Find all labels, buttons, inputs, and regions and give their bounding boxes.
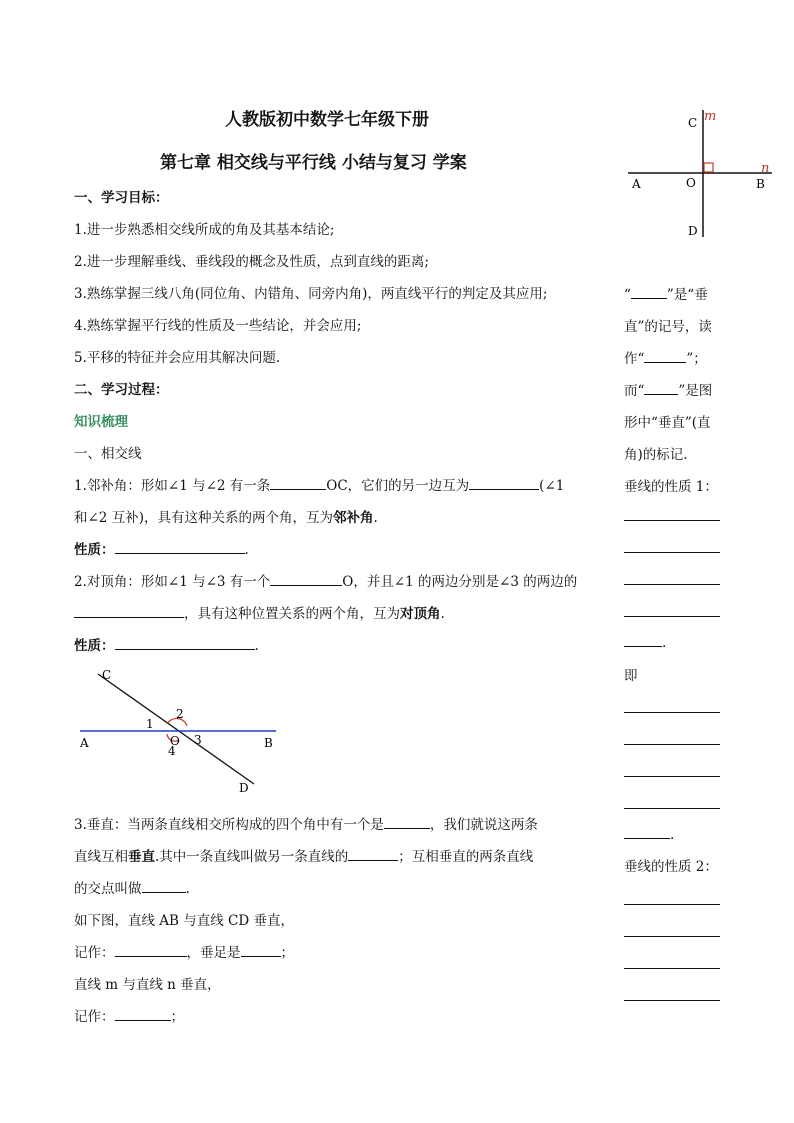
blank[interactable]: [115, 637, 255, 650]
angle-label-1: 1: [146, 717, 154, 731]
perpendicular-figure-mn: [624, 100, 774, 245]
label-O: O: [170, 734, 180, 748]
answer-line[interactable]: [624, 968, 720, 969]
blank[interactable]: [469, 477, 539, 490]
property-line-2: 性质： .: [74, 638, 259, 654]
item2-line1: 2.对顶角：形如∠1 与∠3 有一个 O，并且∠1 的两边分别是∠3 的两边的: [74, 574, 578, 590]
side-line-4: 而“ ”是图: [624, 383, 713, 399]
label-A: A: [80, 736, 89, 750]
knowledge-heading: 知识梳理: [74, 414, 128, 430]
label-D: D: [239, 781, 249, 795]
label-O: O: [686, 176, 696, 190]
blank[interactable]: [142, 880, 186, 893]
section-heading: 一、相交线: [74, 446, 142, 462]
label-C: C: [688, 116, 698, 130]
answer-line[interactable]: [624, 1000, 720, 1001]
goal-item: 3.熟练掌握三线八角(同位角、内错角、同旁内角)，两直线平行的判定及其应用;: [74, 286, 548, 302]
answer-line[interactable]: [624, 712, 720, 713]
goal-item: 5.平移的特征并会应用其解决问题.: [74, 350, 281, 366]
process-heading: 二、学习过程：: [74, 382, 169, 398]
angle-label-2: 2: [176, 707, 184, 721]
answer-line[interactable]: [624, 584, 720, 585]
goal-item: 1.进一步熟悉相交线所成的角及其基本结论;: [74, 222, 335, 238]
page-title: 人教版初中数学七年级下册: [225, 110, 429, 130]
answer-line[interactable]: [624, 904, 720, 905]
side-line-3: 作“ ”；: [624, 351, 707, 367]
line-CD: [98, 674, 254, 784]
side-line-6: 角)的标记.: [624, 447, 688, 463]
label-B: B: [264, 736, 273, 750]
blank[interactable]: [348, 848, 398, 861]
vertical-angles-figure: [74, 662, 284, 800]
blank[interactable]: [631, 286, 667, 299]
blank[interactable]: [270, 573, 342, 586]
answer-line[interactable]: [624, 936, 720, 937]
blank[interactable]: [624, 634, 662, 647]
item2-line2: ，具有这种位置关系的两个角，互为对顶角.: [74, 602, 445, 622]
item3-line1: 3.垂直：当两条直线相交所构成的四个角中有一个是 ，我们就说这两条: [74, 817, 538, 833]
angle-label-4: 4: [168, 744, 176, 758]
blank[interactable]: [644, 350, 686, 363]
right-angle-mark: [704, 163, 713, 172]
label-D: D: [688, 224, 698, 238]
item3-line2: 直线互相垂直.其中一条直线叫做另一条直线的 ；互相垂直的两条直线: [74, 849, 534, 865]
answer-line[interactable]: [624, 776, 720, 777]
blank[interactable]: [384, 816, 430, 829]
blank[interactable]: [74, 605, 184, 618]
goal-item: 4.熟练掌握平行线的性质及一些结论，并会应用;: [74, 318, 362, 334]
goals-heading: 一、学习目标：: [74, 190, 169, 206]
page-subtitle: 第七章 相交线与平行线 小结与复习 学案: [160, 153, 467, 173]
blank[interactable]: [115, 1008, 171, 1021]
answer-line[interactable]: [624, 616, 720, 617]
item1-line1: 1.邻补角：形如∠1 与∠2 有一条 OC，它们的另一边互为 (∠1: [74, 478, 565, 494]
answer-line[interactable]: [624, 808, 720, 809]
blank[interactable]: [270, 477, 326, 490]
perpendicular-property-2: 垂线的性质 2：: [624, 859, 718, 875]
label-C: C: [102, 668, 112, 682]
item1-line2: 和∠2 互补)，具有这种关系的两个角，互为邻补角.: [74, 510, 378, 526]
example-line3: 直线 m 与直线 n 垂直，: [74, 977, 221, 993]
property-line-1: 性质： .: [74, 542, 249, 558]
side-line-2: 直”的记号，读: [624, 319, 712, 335]
goal-item: 2.进一步理解垂线、垂线段的概念及性质，点到直线的距离;: [74, 254, 429, 270]
blank[interactable]: [644, 382, 678, 395]
blank[interactable]: [241, 944, 281, 957]
label-n: n: [761, 161, 770, 176]
example-line2: 记作： ，垂足是 ；: [74, 945, 294, 961]
label-m: m: [704, 109, 717, 124]
example-line1: 如下图，直线 AB 与直线 CD 垂直，: [74, 913, 294, 929]
side-line-5: 形中“垂直”(直: [624, 415, 711, 431]
short-answer-line: .: [624, 634, 666, 651]
answer-line[interactable]: [624, 552, 720, 553]
blank[interactable]: [115, 541, 245, 554]
label-A: A: [632, 177, 641, 191]
short-answer-line: .: [624, 826, 674, 843]
blank[interactable]: [115, 944, 187, 957]
item3-line3: 的交点叫做 .: [74, 881, 190, 897]
perpendicular-property-1: 垂线的性质 1：: [624, 479, 718, 495]
blank[interactable]: [624, 826, 670, 839]
side-ji: 即: [624, 668, 638, 684]
side-line-1: “ ”是“垂: [624, 287, 708, 303]
angle-label-3: 3: [194, 733, 202, 747]
label-B: B: [756, 177, 765, 191]
answer-line[interactable]: [624, 744, 720, 745]
example-line4: 记作： ；: [74, 1009, 184, 1025]
answer-line[interactable]: [624, 520, 720, 521]
